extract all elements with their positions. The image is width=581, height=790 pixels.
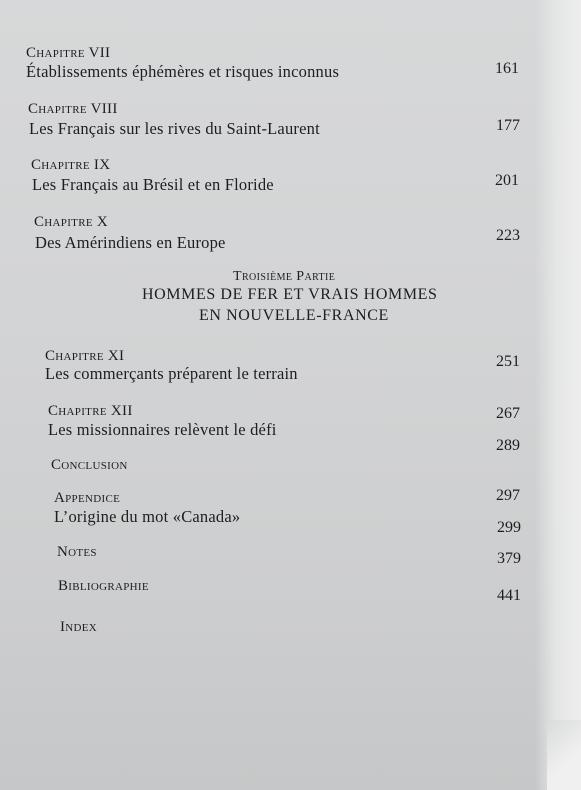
chapter-8-page: 177 [496, 117, 520, 134]
chapter-11-page: 251 [496, 353, 520, 370]
index-label: Index [60, 619, 98, 635]
chapter-11-title: Les commerçants préparent le terrain [45, 364, 298, 383]
page-corner [547, 720, 581, 790]
chapter-12-page: 267 [496, 405, 520, 422]
part-3-label: Troisième Partie [233, 269, 336, 284]
chapter-11-label: Chapitre XI [45, 348, 125, 364]
chapter-12-label: Chapitre XII [48, 403, 133, 419]
bibliography-label: Bibliographie [58, 578, 149, 594]
chapter-9-label: Chapitre IX [31, 157, 111, 173]
conclusion-label: Conclusion [51, 457, 128, 473]
conclusion-page: 289 [496, 437, 520, 454]
chapter-10-label: Chapitre X [34, 214, 109, 230]
appendix-label: Appendice [54, 490, 121, 506]
appendix-page: 297 [496, 487, 520, 504]
chapter-7-label: Chapitre VII [26, 45, 111, 61]
page-edge [535, 0, 581, 790]
notes-page: 379 [497, 550, 521, 567]
chapter-10-title: Des Amérindiens en Europe [35, 233, 226, 252]
chapter-12-title: Les missionnaires relèvent le défi [48, 420, 277, 439]
part-3-title-line1: HOMMES DE FER ET VRAIS HOMMES [142, 286, 438, 303]
notes-label: Notes [57, 544, 97, 560]
appendix-page-2: 299 [497, 519, 521, 536]
part-3-title-line2: EN NOUVELLE-FRANCE [199, 307, 389, 324]
chapter-7-page: 161 [495, 60, 519, 77]
chapter-9-page: 201 [495, 172, 519, 189]
chapter-8-title: Les Français sur les rives du Saint-Laurent [29, 119, 320, 138]
chapter-10-page: 223 [496, 227, 520, 244]
appendix-title: L’origine du mot «Canada» [54, 507, 241, 526]
chapter-7-title: Établissements éphémères et risques inconnus [26, 62, 340, 81]
chapter-8-label: Chapitre VIII [28, 101, 118, 117]
bibliography-page: 441 [497, 587, 521, 604]
chapter-9-title: Les Français au Brésil et en Floride [32, 175, 274, 194]
